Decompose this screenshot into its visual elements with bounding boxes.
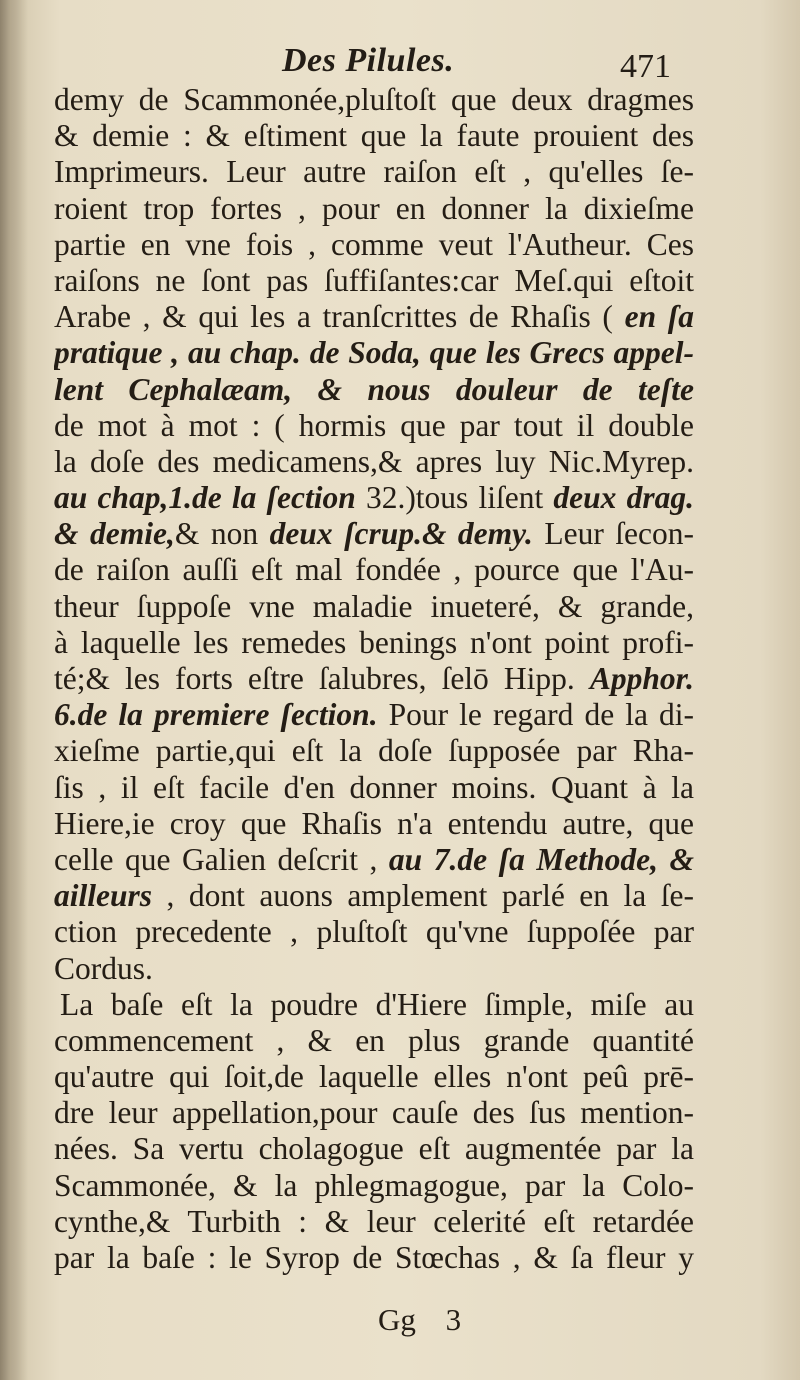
text-run: Imprimeurs. Leur autre raiſon eſt , qu'elles ſe- [54,154,694,190]
signature-letters: Gg [378,1302,416,1337]
text-line [54,878,694,914]
text-run: , dont auons amplement parlé en la ſe- [152,878,694,914]
text-line [54,589,694,625]
text-run: demy de Scammonée,pluſtoſt que deux dragmes [54,82,694,117]
text-line [54,552,694,588]
text-line [54,806,694,842]
text-line [54,1023,694,1059]
text-run: xieſme partie,qui eſt la doſe ſupposée par Rha- [54,733,694,769]
text-line [54,842,694,878]
italic-text: pratique , au chap. de Soda, que les Grecs appel- [54,335,694,371]
text-line [54,1095,694,1131]
text-line [54,1240,694,1276]
signature-mark [378,1302,461,1338]
text-run: à laquelle les remedes benings n'ont point profi- [54,624,694,660]
text-line [54,733,694,769]
text-line [54,1168,694,1204]
text-line [54,154,694,190]
text-line [54,1204,694,1240]
text-run: de mot à mot : ( hormis que par tout il double [54,407,694,443]
text-run: roient trop fortes , pour en donner la dixieſme [54,190,694,226]
text-run: Arabe , & qui les a tranſcrittes de Rhaſis ( [54,299,625,335]
signature-number: 3 [445,1302,462,1337]
text-line [54,408,694,444]
text-run: celle que Galien deſcrit , [54,841,389,877]
text-run: theur ſuppoſe vne maladie inueteré, & grande, [54,588,694,624]
text-run: par la baſe : le Syrop de Stœchas , & ſa fleur y [54,1240,694,1275]
text-run: & demie : & eſtiment que la faute prouient des [54,118,694,154]
page-header [0,36,800,86]
text-run: Cordus. [54,950,153,986]
italic-text: lent Cephalæam, & nous douleur de teſte [54,371,694,407]
text-run: partie en vne fois , comme veut l'Autheur. Ces [54,226,694,262]
italic-text: Apphor. [589,661,694,696]
text-line [54,914,694,950]
italic-text: au 7.de ſa Methode, & [388,841,694,877]
text-line [54,82,694,118]
italic-text: deux ſcrup.& demy. [269,516,533,552]
text-run: 32.)tous liſent [355,480,554,516]
text-run: ſis , il eſt facile d'en donner moins. Quant à la [54,769,694,805]
running-title: Des Pilules. [282,42,455,79]
text-run: ction precedente , pluſtoſt qu'vne ſuppoſée par [54,914,694,950]
text-run: Hiere,ie croy que Rhaſis n'a entendu autre, que [54,805,694,841]
text-run: commencement , & en plus grande quantité [54,1022,694,1058]
text-run: raiſons ne ſont pas ſuffiſantes:car Meſ.qui eſtoit [54,262,694,298]
text-run: qu'autre qui ſoit,de laquelle elles n'ont peû prē- [54,1059,694,1095]
text-run: & non [174,516,270,552]
text-run: La baſe eſt la poudre d'Hiere ſimple, miſe au [60,986,694,1022]
text-line [54,770,694,806]
text-line [54,480,694,516]
text-run: de raiſon auſſi eſt mal fondée , pource que l'Au- [54,552,694,588]
text-run: Pour le regard de la di- [377,697,694,733]
body-text [54,82,694,1276]
text-run: dre leur appellation,pour cauſe des ſus mention- [54,1095,694,1131]
text-line [54,951,694,987]
italic-text: au chap,1.de la ſection [54,480,356,516]
text-line [54,661,694,697]
italic-text: en ſa [624,299,694,335]
text-run: Leur ſecon- [532,516,694,552]
text-line [54,227,694,263]
text-run: cynthe,& Turbith : & leur celerité eſt retardée [54,1203,694,1239]
text-run: té;& les forts eſtre ſalubres, ſelō Hipp. [54,661,590,696]
italic-text: 6.de la premiere ſection. [54,697,378,733]
text-line [54,372,694,408]
text-line [54,987,694,1023]
text-line [54,335,694,371]
text-line [54,299,694,335]
text-line [54,625,694,661]
text-line [54,1131,694,1167]
italic-text: deux drag. [553,480,694,516]
text-line [54,191,694,227]
page-gutter-shadow [0,0,28,1380]
text-run: Scammonée, & la phlegmagogue, par la Colo- [54,1167,694,1203]
page-number: 471 [620,48,671,85]
text-run: nées. Sa vertu cholagogue eſt augmentée par la [54,1131,694,1167]
italic-text: & demie, [54,516,175,552]
text-line [54,1059,694,1095]
text-line [54,263,694,299]
text-line [54,516,694,552]
text-line [54,444,694,480]
text-line [54,697,694,733]
text-run: la doſe des medicamens,& apres luy Nic.Myrep. [54,443,694,479]
text-line [54,118,694,154]
italic-text: ailleurs [54,878,153,914]
